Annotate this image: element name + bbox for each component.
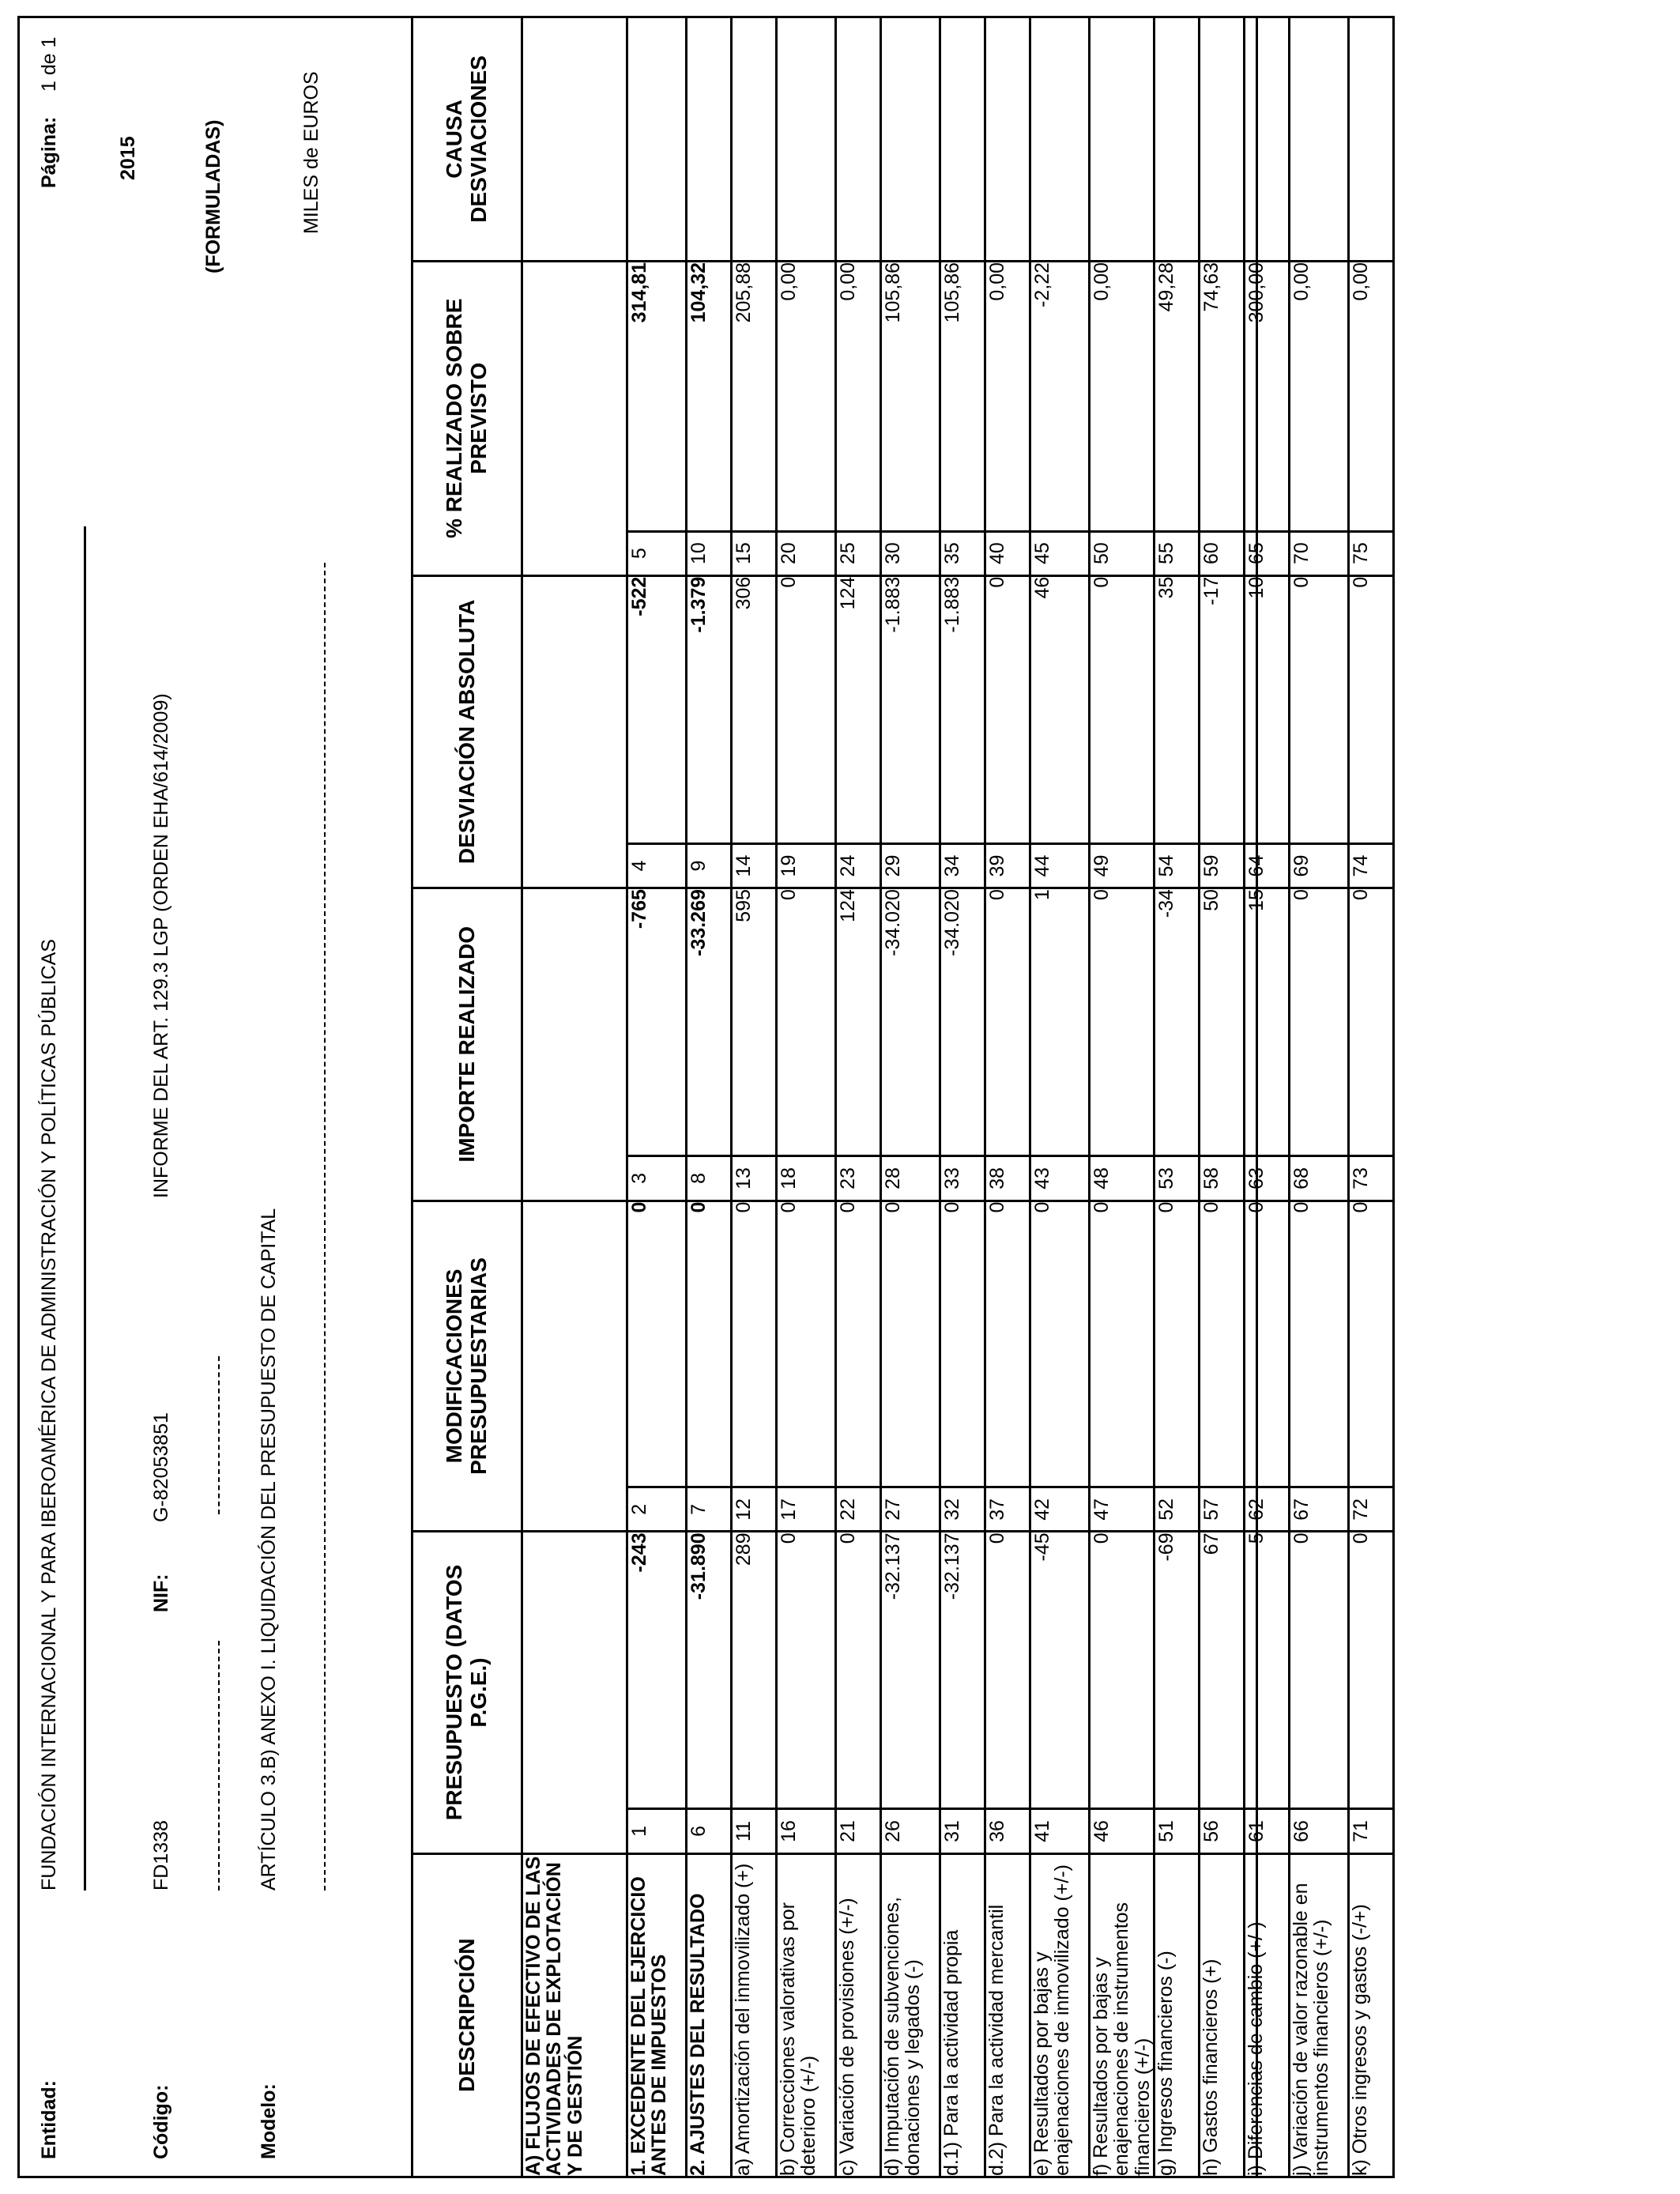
modelo-dash xyxy=(324,563,326,1891)
entidad-label: Entidad: xyxy=(38,2080,60,2159)
row-modificaciones: 0 xyxy=(1348,1201,1393,1487)
row-index: 41 xyxy=(1030,1809,1090,1853)
row-realizado: 0,00 xyxy=(777,261,836,531)
row-causa xyxy=(1154,17,1199,262)
modelo-value: ARTÍCULO 3.B) ANEXO I. LIQUIDACIÓN DEL PRESUPUESTO DE CAPITAL xyxy=(258,1208,280,1891)
row-modificaciones: 0 xyxy=(1030,1201,1090,1487)
row-index: 63 xyxy=(1244,1156,1289,1201)
row-description: a) Amortización del inmovilizado (+) xyxy=(732,1853,777,2177)
row-presupuesto: -69 xyxy=(1154,1532,1199,1809)
row-index: 15 xyxy=(732,531,777,575)
row-modificaciones: 0 xyxy=(985,1201,1030,1487)
row-modificaciones: 0 xyxy=(732,1201,777,1487)
row-index: 20 xyxy=(777,531,836,575)
row-desviacion: 0 xyxy=(1090,575,1155,843)
table-row xyxy=(985,17,1030,2177)
row-index: 42 xyxy=(1030,1487,1090,1532)
row-desviacion: -1.379 xyxy=(687,575,732,843)
row-description: k) Otros ingresos y gastos (-/+) xyxy=(1348,1853,1393,2177)
col-realizado: % REALIZADO SOBRE PREVISTO xyxy=(412,261,522,575)
row-importe: 50 xyxy=(1199,888,1244,1156)
row-index: 35 xyxy=(940,531,985,575)
col-causa: CAUSA DESVIACIONES xyxy=(412,17,522,262)
row-index: 12 xyxy=(732,1487,777,1532)
row-index: 54 xyxy=(1154,843,1199,888)
row-index: 4 xyxy=(627,843,687,888)
row-causa xyxy=(836,17,881,262)
row-causa xyxy=(1348,17,1393,262)
row-index: 24 xyxy=(836,843,881,888)
row-realizado: 0,00 xyxy=(1289,261,1348,531)
row-index: 50 xyxy=(1090,531,1155,575)
row-description: d.2) Para la actividad mercantil xyxy=(985,1853,1030,2177)
row-desviacion: 10 xyxy=(1244,575,1289,843)
row-causa xyxy=(881,17,940,262)
row-index: 40 xyxy=(985,531,1030,575)
row-causa xyxy=(627,17,687,262)
year: 2015 xyxy=(117,136,139,180)
row-description: c) Variación de provisiones (+/-) xyxy=(836,1853,881,2177)
row-index: 74 xyxy=(1348,843,1393,888)
row-description: 1. EXCEDENTE DEL EJERCICIO ANTES DE IMPUESTOS xyxy=(627,1853,687,2177)
row-realizado: 205,88 xyxy=(732,261,777,531)
row-causa xyxy=(1199,17,1244,262)
row-index: 38 xyxy=(985,1156,1030,1201)
row-realizado: 104,32 xyxy=(687,261,732,531)
row-description: e) Resultados por bajas y enajenaciones de inmovilizado (+/-) xyxy=(1030,1853,1090,2177)
row-desviacion: 46 xyxy=(1030,575,1090,843)
row-desviacion: -522 xyxy=(627,575,687,843)
row-index: 73 xyxy=(1348,1156,1393,1201)
row-presupuesto: 0 xyxy=(836,1532,881,1809)
row-index: 44 xyxy=(1030,843,1090,888)
row-index: 43 xyxy=(1030,1156,1090,1201)
nif-dash xyxy=(218,1356,220,1514)
entidad-rule xyxy=(84,526,86,1891)
row-modificaciones: 0 xyxy=(836,1201,881,1487)
row-index: 11 xyxy=(732,1809,777,1853)
pagina-value: 1 de 1 xyxy=(38,36,60,92)
row-modificaciones: 0 xyxy=(940,1201,985,1487)
row-modificaciones: 0 xyxy=(881,1201,940,1487)
row-index: 58 xyxy=(1199,1156,1244,1201)
row-desviacion: 0 xyxy=(777,575,836,843)
table-row xyxy=(1090,17,1155,2177)
row-importe: 0 xyxy=(777,888,836,1156)
row-desviacion: 0 xyxy=(1348,575,1393,843)
row-causa xyxy=(1030,17,1090,262)
modelo-label: Modelo: xyxy=(258,2083,280,2159)
row-desviacion: 306 xyxy=(732,575,777,843)
row-realizado: 0,00 xyxy=(1348,261,1393,531)
section-label: A) FLUJOS DE EFECTIVO DE LAS ACTIVIDADES DE EXPLOTACIÓN Y DE GESTIÓN xyxy=(522,1853,627,2177)
informe-label: INFORME DEL ART. 129.3 LGP (ORDEN EHA/614/2009) xyxy=(150,693,172,1198)
row-index: 39 xyxy=(985,843,1030,888)
nif-value: G-82053851 xyxy=(150,1412,172,1522)
row-presupuesto: 0 xyxy=(1348,1532,1393,1809)
row-index: 18 xyxy=(777,1156,836,1201)
row-index: 65 xyxy=(1244,531,1289,575)
codigo-label: Código: xyxy=(150,2084,172,2159)
row-importe: 0 xyxy=(1090,888,1155,1156)
row-realizado: 74,63 xyxy=(1199,261,1244,531)
row-importe: -34.020 xyxy=(881,888,940,1156)
row-index: 62 xyxy=(1244,1487,1289,1532)
row-index: 47 xyxy=(1090,1487,1155,1532)
row-description: j) Variación de valor razonable en instrumentos financieros (+/-) xyxy=(1289,1853,1348,2177)
row-index: 45 xyxy=(1030,531,1090,575)
section-row xyxy=(522,17,627,2177)
row-index: 57 xyxy=(1199,1487,1244,1532)
row-presupuesto: -32.137 xyxy=(940,1532,985,1809)
row-realizado: -2,22 xyxy=(1030,261,1090,531)
row-causa xyxy=(732,17,777,262)
table-row xyxy=(940,17,985,2177)
formuladas: (FORMULADAS) xyxy=(202,119,224,273)
row-index: 25 xyxy=(836,531,881,575)
row-index: 30 xyxy=(881,531,940,575)
row-index: 7 xyxy=(687,1487,732,1532)
row-index: 52 xyxy=(1154,1487,1199,1532)
row-index: 3 xyxy=(627,1156,687,1201)
row-realizado: 105,86 xyxy=(940,261,985,531)
row-index: 60 xyxy=(1199,531,1244,575)
table-row xyxy=(687,17,732,2177)
row-index: 2 xyxy=(627,1487,687,1532)
entidad-value: FUNDACIÓN INTERNACIONAL Y PARA IBEROAMÉRICA DE ADMINISTRACIÓN Y POLÍTICAS PÚBLICAS xyxy=(38,939,60,1891)
row-causa xyxy=(777,17,836,262)
row-index: 19 xyxy=(777,843,836,888)
row-presupuesto: -32.137 xyxy=(881,1532,940,1809)
row-presupuesto: 67 xyxy=(1199,1532,1244,1809)
row-index: 5 xyxy=(627,531,687,575)
row-index: 71 xyxy=(1348,1809,1393,1853)
row-index: 64 xyxy=(1244,843,1289,888)
row-desviacion: -1.883 xyxy=(940,575,985,843)
row-index: 61 xyxy=(1244,1809,1289,1853)
row-presupuesto: 5 xyxy=(1244,1532,1289,1809)
row-desviacion: 0 xyxy=(985,575,1030,843)
row-index: 55 xyxy=(1154,531,1199,575)
row-presupuesto: 0 xyxy=(1289,1532,1348,1809)
row-description: h) Gastos financieros (+) xyxy=(1199,1853,1244,2177)
row-realizado: 300,00 xyxy=(1244,261,1289,531)
row-description: d.1) Para la actividad propia xyxy=(940,1853,985,2177)
row-presupuesto: -31.890 xyxy=(687,1532,732,1809)
row-index: 46 xyxy=(1090,1809,1155,1853)
row-index: 69 xyxy=(1289,843,1348,888)
row-index: 17 xyxy=(777,1487,836,1532)
row-desviacion: -1.883 xyxy=(881,575,940,843)
row-realizado: 49,28 xyxy=(1154,261,1199,531)
pagina-label: Página: xyxy=(38,116,60,188)
row-index: 59 xyxy=(1199,843,1244,888)
row-causa xyxy=(1244,17,1289,262)
row-importe: 0 xyxy=(1348,888,1393,1156)
row-presupuesto: 0 xyxy=(1090,1532,1155,1809)
row-index: 68 xyxy=(1289,1156,1348,1201)
table-row xyxy=(1030,17,1090,2177)
row-index: 67 xyxy=(1289,1487,1348,1532)
col-modificaciones: MODIFICACIONES PRESUPUESTARIAS xyxy=(412,1201,522,1532)
row-description: b) Correcciones valorativas por deterioro (+/-) xyxy=(777,1853,836,2177)
units: MILES de EUROS xyxy=(300,71,322,234)
row-index: 14 xyxy=(732,843,777,888)
row-index: 28 xyxy=(881,1156,940,1201)
table-row xyxy=(1289,17,1348,2177)
codigo-value: FD1338 xyxy=(150,1820,172,1891)
row-index: 36 xyxy=(985,1809,1030,1853)
row-importe: -34 xyxy=(1154,888,1199,1156)
row-presupuesto: 289 xyxy=(732,1532,777,1809)
row-index: 6 xyxy=(687,1809,732,1853)
row-realizado: 0,00 xyxy=(1090,261,1155,531)
row-modificaciones: 0 xyxy=(1289,1201,1348,1487)
row-description: f) Resultados por bajas y enajenaciones de instrumentos financieros (+/-) xyxy=(1090,1853,1155,2177)
table-row xyxy=(732,17,777,2177)
row-desviacion: 35 xyxy=(1154,575,1199,843)
table-row xyxy=(1199,17,1244,2177)
row-causa xyxy=(985,17,1030,262)
table-row xyxy=(1154,17,1199,2177)
codigo-dash xyxy=(218,1641,220,1891)
row-realizado: 105,86 xyxy=(881,261,940,531)
row-index: 16 xyxy=(777,1809,836,1853)
col-presupuesto: PRESUPUESTO (DATOS P.G.E.) xyxy=(412,1532,522,1853)
row-index: 34 xyxy=(940,843,985,888)
row-description: g) Ingresos financieros (-) xyxy=(1154,1853,1199,2177)
row-index: 33 xyxy=(940,1156,985,1201)
col-importe: IMPORTE REALIZADO xyxy=(412,888,522,1201)
row-index: 72 xyxy=(1348,1487,1393,1532)
row-description: d) Imputación de subvenciones, donaciones y legados (-) xyxy=(881,1853,940,2177)
row-modificaciones: 0 xyxy=(1199,1201,1244,1487)
row-index: 75 xyxy=(1348,531,1393,575)
row-description: 2. AJUSTES DEL RESULTADO xyxy=(687,1853,732,2177)
row-realizado: 0,00 xyxy=(836,261,881,531)
row-presupuesto: 0 xyxy=(985,1532,1030,1809)
row-realizado: 314,81 xyxy=(627,261,687,531)
row-description: i) Diferencias de cambio (+/-) xyxy=(1244,1853,1289,2177)
row-importe: 0 xyxy=(1289,888,1348,1156)
row-index: 37 xyxy=(985,1487,1030,1532)
row-modificaciones: 0 xyxy=(1244,1201,1289,1487)
row-presupuesto: 0 xyxy=(777,1532,836,1809)
row-modificaciones: 0 xyxy=(687,1201,732,1487)
row-importe: 1 xyxy=(1030,888,1090,1156)
row-desviacion: 0 xyxy=(1289,575,1348,843)
row-index: 26 xyxy=(881,1809,940,1853)
row-index: 23 xyxy=(836,1156,881,1201)
row-index: 70 xyxy=(1289,531,1348,575)
row-index: 10 xyxy=(687,531,732,575)
row-index: 1 xyxy=(627,1809,687,1853)
nif-label: NIF: xyxy=(150,1574,172,1612)
col-desviacion: DESVIACIÓN ABSOLUTA xyxy=(412,575,522,888)
row-modificaciones: 0 xyxy=(627,1201,687,1487)
row-causa xyxy=(1289,17,1348,262)
row-index: 66 xyxy=(1289,1809,1348,1853)
row-index: 13 xyxy=(732,1156,777,1201)
row-desviacion: 124 xyxy=(836,575,881,843)
row-desviacion: -17 xyxy=(1199,575,1244,843)
row-index: 22 xyxy=(836,1487,881,1532)
row-index: 48 xyxy=(1090,1156,1155,1201)
table-row xyxy=(836,17,881,2177)
row-importe: -34.020 xyxy=(940,888,985,1156)
row-causa xyxy=(1090,17,1155,262)
row-index: 51 xyxy=(1154,1809,1199,1853)
row-importe: 595 xyxy=(732,888,777,1156)
row-modificaciones: 0 xyxy=(1090,1201,1155,1487)
row-index: 32 xyxy=(940,1487,985,1532)
table-row xyxy=(881,17,940,2177)
row-causa xyxy=(687,17,732,262)
row-presupuesto: -243 xyxy=(627,1532,687,1809)
col-descripcion: DESCRIPCIÓN xyxy=(412,1853,522,2177)
row-importe: -33.269 xyxy=(687,888,732,1156)
row-modificaciones: 0 xyxy=(1154,1201,1199,1487)
row-index: 21 xyxy=(836,1809,881,1853)
row-index: 53 xyxy=(1154,1156,1199,1201)
table-row xyxy=(1244,17,1289,2177)
liquidacion-table xyxy=(411,16,1395,2178)
table-row xyxy=(777,17,836,2177)
row-importe: -765 xyxy=(627,888,687,1156)
row-index: 29 xyxy=(881,843,940,888)
row-presupuesto: -45 xyxy=(1030,1532,1090,1809)
header-row xyxy=(412,17,522,2177)
row-index: 9 xyxy=(687,843,732,888)
row-index: 8 xyxy=(687,1156,732,1201)
row-importe: 124 xyxy=(836,888,881,1156)
row-importe: 15 xyxy=(1244,888,1289,1156)
table-row xyxy=(1348,17,1393,2177)
table-row xyxy=(627,17,687,2177)
row-index: 49 xyxy=(1090,843,1155,888)
row-index: 31 xyxy=(940,1809,985,1853)
row-realizado: 0,00 xyxy=(985,261,1030,531)
row-index: 27 xyxy=(881,1487,940,1532)
row-index: 56 xyxy=(1199,1809,1244,1853)
row-importe: 0 xyxy=(985,888,1030,1156)
row-modificaciones: 0 xyxy=(777,1201,836,1487)
row-causa xyxy=(940,17,985,262)
